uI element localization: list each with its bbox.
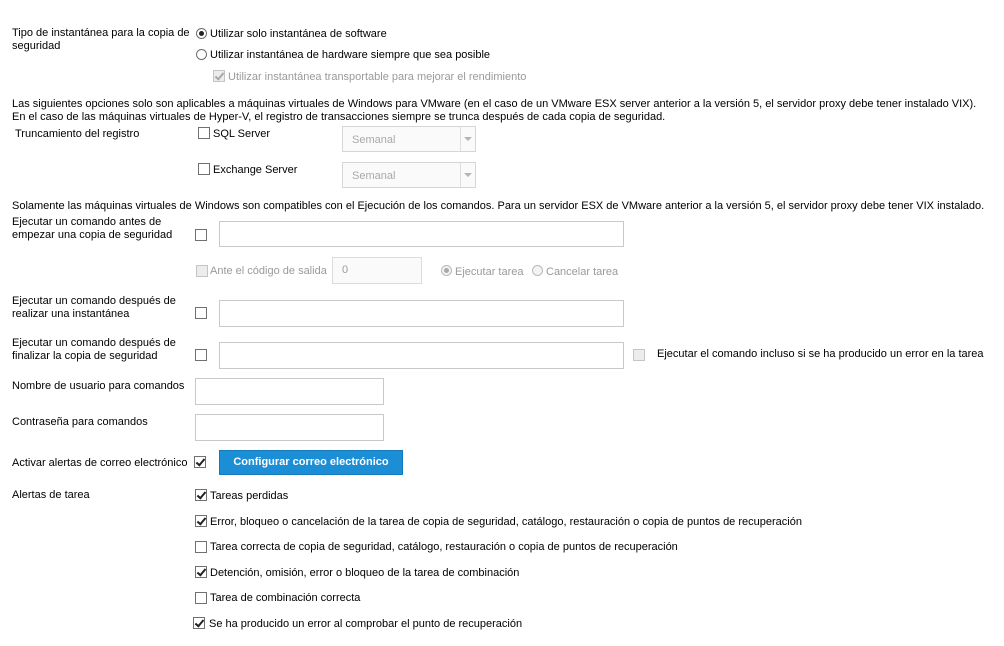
log-truncation-label: Truncamiento del registro bbox=[15, 128, 140, 140]
snapshot-type-label: Tipo de instantánea para la copia de seguridad bbox=[12, 27, 190, 52]
exchange-frequency-select[interactable] bbox=[342, 162, 476, 188]
email-alerts-checkbox[interactable] bbox=[194, 456, 206, 468]
password-label: Contraseña para comandos bbox=[12, 416, 148, 428]
post-backup-command-checkbox[interactable] bbox=[195, 349, 207, 361]
post-backup-command-label: Ejecutar un comando después de finalizar la copia de seguridad bbox=[12, 337, 176, 362]
run-on-error-label: Ejecutar el comando incluso si se ha producido un error en la tarea bbox=[657, 348, 984, 360]
exchange-frequency-value: Semanal bbox=[352, 170, 396, 182]
alert-backup-success-label: Tarea correcta de copia de seguridad, catálogo, restauración o copia de puntos de recuperación bbox=[210, 541, 678, 553]
alert-missed-jobs-label: Tareas perdidas bbox=[210, 490, 289, 502]
software-snapshot-label: Utilizar solo instantánea de software bbox=[210, 28, 387, 40]
job-alerts-label: Alertas de tarea bbox=[12, 489, 90, 501]
cancel-job-label: Cancelar tarea bbox=[546, 266, 619, 278]
hardware-snapshot-label: Utilizar instantánea de hardware siempre que sea posible bbox=[210, 49, 491, 61]
vmware-note: Las siguientes opciones solo son aplicables a máquinas virtuales de Windows para VMware (en el caso de un VMware ESX server anterior a la versión 5, el servidor proxy debe tener instalado VIX). En el caso de las máquinas virtuales de Hyper-V, el registro de transacciones siempre se trunca después de cada copia de seguridad. bbox=[12, 98, 977, 123]
software-snapshot-radio[interactable] bbox=[196, 28, 207, 39]
alert-recovery-point-check-checkbox[interactable] bbox=[193, 617, 205, 629]
exchange-server-checkbox[interactable] bbox=[198, 163, 210, 175]
exit-code-checkbox[interactable] bbox=[196, 265, 208, 277]
commands-note: Solamente las máquinas virtuales de Windows son compatibles con el Ejecución de los comandos. Para un servidor ESX de VMware anterior a la versión 5, el servidor proxy debe tener VIX instalado. bbox=[12, 200, 985, 212]
pre-command-input[interactable] bbox=[219, 221, 624, 247]
chevron-down-icon bbox=[464, 137, 472, 141]
username-label: Nombre de usuario para comandos bbox=[12, 380, 185, 392]
alert-backup-failure-checkbox[interactable] bbox=[195, 515, 207, 527]
alert-missed-jobs-checkbox[interactable] bbox=[195, 489, 207, 501]
alert-merge-failure-label: Detención, omisión, error o bloqueo de la tarea de combinación bbox=[210, 567, 520, 579]
sql-frequency-select[interactable] bbox=[342, 126, 476, 152]
alert-merge-failure-checkbox[interactable] bbox=[195, 566, 207, 578]
hardware-snapshot-radio[interactable] bbox=[196, 49, 207, 60]
exchange-server-label: Exchange Server bbox=[213, 164, 298, 176]
post-snapshot-command-checkbox[interactable] bbox=[195, 307, 207, 319]
alert-merge-success-checkbox[interactable] bbox=[195, 592, 207, 604]
email-alerts-label: Activar alertas de correo electrónico bbox=[12, 457, 188, 469]
alert-recovery-point-check-label: Se ha producido un error al comprobar el punto de recuperación bbox=[209, 618, 523, 630]
alert-backup-success-checkbox[interactable] bbox=[195, 541, 207, 553]
post-backup-command-input[interactable] bbox=[219, 342, 624, 369]
sql-frequency-value: Semanal bbox=[352, 134, 396, 146]
exit-code-label: Ante el código de salida bbox=[210, 265, 327, 277]
transportable-snapshot-label: Utilizar instantánea transportable para mejorar el rendimiento bbox=[228, 71, 527, 83]
exit-code-input[interactable] bbox=[332, 257, 422, 284]
run-job-label: Ejecutar tarea bbox=[455, 266, 524, 278]
password-input[interactable] bbox=[195, 414, 384, 441]
transportable-snapshot-checkbox[interactable] bbox=[213, 70, 225, 82]
run-job-radio[interactable] bbox=[441, 265, 452, 276]
sql-server-checkbox[interactable] bbox=[198, 127, 210, 139]
chevron-down-icon bbox=[464, 173, 472, 177]
pre-command-label: Ejecutar un comando antes de empezar una copia de seguridad bbox=[12, 216, 173, 241]
username-input[interactable] bbox=[195, 378, 384, 405]
cancel-job-radio[interactable] bbox=[532, 265, 543, 276]
sql-server-label: SQL Server bbox=[213, 128, 271, 140]
pre-command-checkbox[interactable] bbox=[195, 229, 207, 241]
exit-code-value: 0 bbox=[342, 264, 349, 276]
alert-backup-failure-label: Error, bloqueo o cancelación de la tarea de copia de seguridad, catálogo, restauración o copia de puntos de recuperación bbox=[210, 516, 802, 528]
post-snapshot-command-input[interactable] bbox=[219, 300, 624, 327]
configure-email-button[interactable]: Configurar correo electrónico bbox=[219, 450, 403, 475]
post-snapshot-command-label: Ejecutar un comando después de realizar una instantánea bbox=[12, 295, 176, 320]
alert-merge-success-label: Tarea de combinación correcta bbox=[210, 592, 361, 604]
run-on-error-checkbox[interactable] bbox=[633, 349, 645, 361]
